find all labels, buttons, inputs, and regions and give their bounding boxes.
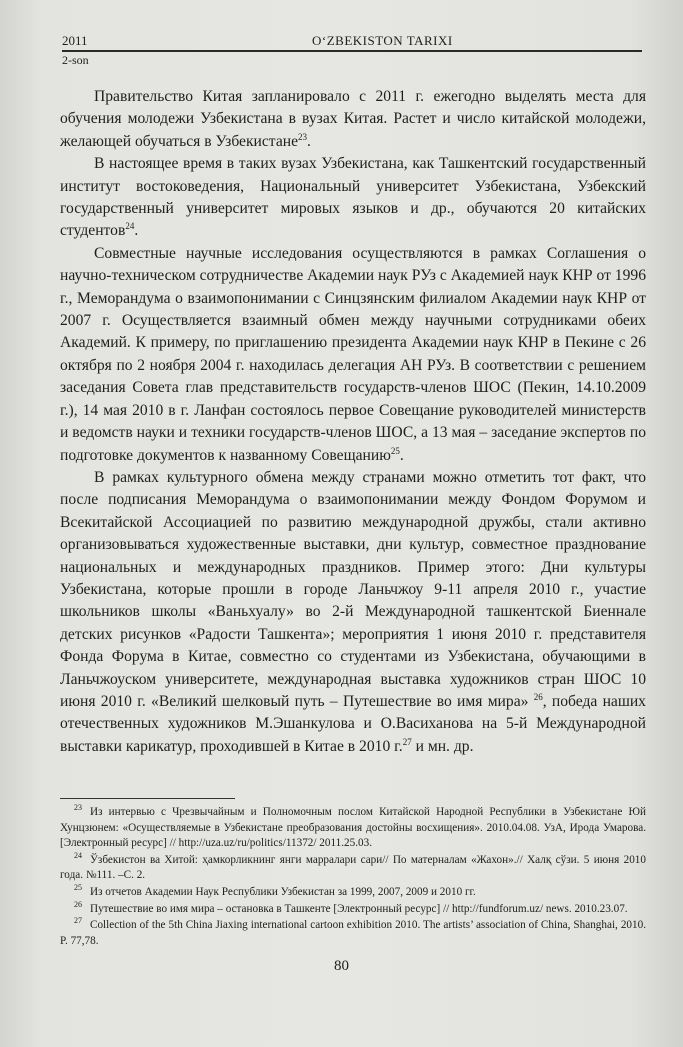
header-issue: 2-son: [62, 53, 89, 67]
paragraph: В настоящее время в таких вузах Узбекистана, как Ташкентский государственный институт востоковедения, Национальный университет Узбекистана, Узбекский государственный университет мировых языков и др., обучаются 20 китайских студентов$^{24}$.: [60, 155, 646, 240]
footnote: $^{27}$ Collection of the 5th China Jiaxing international cartoon exhibition 2010. The artists’ association of China, Shanghai, 2010. P. 77,78.: [60, 916, 646, 947]
footnote: $^{26}$ Путешествие во имя мира – остановка в Ташкенте [Электронный ресурс] // http://fundforum.uz/ news. 2010.23.07.: [74, 899, 628, 915]
running-header: [62, 30, 642, 52]
page-number: 80: [334, 958, 349, 974]
article-body: [60, 86, 646, 758]
header-journal-title: O‘ZBEKISTON TARIXI: [312, 33, 453, 48]
footnote-separator: [60, 798, 235, 799]
footnote-ref: 24: [125, 221, 135, 232]
paragraph: В рамках культурного обмена между странами можно отметить тот факт, что после подписания Меморандума о взаимопонимании между Фондом Форумом и Всекитайской Ассоциацией по развитию международной дружбы, стали активно организовываться художественные выставки, дни культур, совместное празднование национальных и международных праздников. Пример этого: Дни культуры Узбекистана, которые прошли в городе Ланьчжоу 9-11 апреля 2010 г., участие школьников школы «Ваньхуалу» во 2-й Международной ташкентской Биеннале детских рисунков «Радости Ташкента»; мероприятия 1 июня 2010 г. представителя Фонда Форума в Китае, совместно со студентами из Узбекистана, обучающими в Ланьчжоуском университете, международная выставка художников стран ШОС 10 июня 2010 г. «Великий шелковый путь – Путешествие во имя мира» $^{26}$, победа наших отечественных художников М.Эшанкулова и О.Васиханова на 5-й Международной выставки карикатур, проходившей в Китае в 2010 г.$^{27}$ и мн. др.: [60, 468, 646, 755]
footnote-ref: 26: [533, 691, 543, 702]
footnote-ref: 25: [390, 445, 400, 456]
footnotes: [60, 805, 646, 950]
footnote-ref: 27: [402, 736, 412, 747]
footnote-number: 23: [74, 803, 82, 813]
paragraph: Правительство Китая запланировало с 2011 г. ежегодно выделять места для обучения молодежи Узбекистана в вузах Китая. Растет и число китайской молодежи, желающей обучаться в Узбекистане$^{23}$.: [60, 88, 646, 150]
footnote: $^{24}$ Ўзбекистон ва Хитой: ҳамкорликнинг янги марралари сари// По матерналам «Жахон».// Халқ сўзи. 5 июня 2010 года. №111. –С. 2.: [60, 851, 646, 882]
footnote-ref: 23: [298, 131, 308, 142]
footnote-number: 27: [74, 916, 82, 926]
footnote-number: 26: [74, 899, 82, 909]
footnote-number: 24: [74, 851, 82, 861]
footnote: $^{25}$ Из отчетов Академии Наук Республики Узбекистан за 1999, 2007, 2009 и 2010 гг.: [74, 883, 476, 898]
footnote: $^{23}$ Из интервью с Чрезвычайным и Полномочным послом Китайской Народной Республики в Узбекистане Юй Хунцзюнем: «Осуществляемые в Узбекистане преобразования достойны восхищения». 2010.04.08. УзА, Ирода Умарова. [Электронный ресурс] // http://uza.uz/ru/politics/11372/ 2011.25.03.: [60, 803, 646, 850]
footnote-number: 25: [74, 883, 82, 893]
header-year: 2011: [62, 33, 88, 48]
paragraph: Совместные научные исследования осуществляются в рамках Соглашения о научно-техническом сотрудничестве Академии наук РУз с Академией наук КНР от 1996 г., Меморандума о взаимопонимании с Синцзянским филиалом Академии наук КНР от 2007 г. Осуществляется взаимный обмен между научными сотрудниками обеих Академий. К примеру, по приглашению президента Академии наук КНР в Пекине с 26 октября по 2 ноября 2004 г. находилась делегация АН РУз. В соответствии с решением заседания Совета глав представительств государств-членов ШОС (Пекин, 14.10.2009 г.), 14 мая 2010 в г. Ланфан состоялось первое Совещание руководителей министерств и ведомств науки и техники государств-членов ШОС, а 13 мая – заседание экспертов по подготовке документов к названному Совещанию$^{25}$.: [60, 244, 646, 464]
